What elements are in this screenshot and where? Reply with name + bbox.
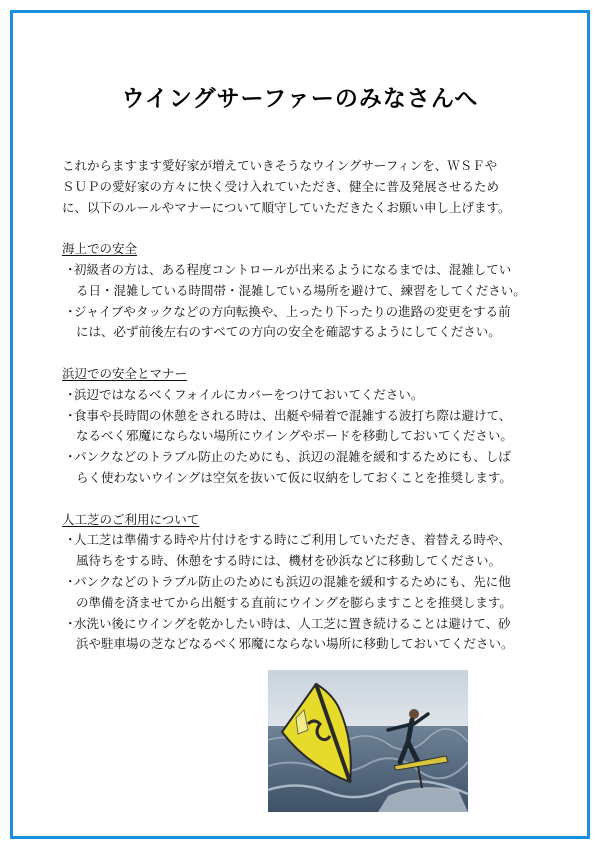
list-item-line: らく使わないウイングは空気を抜いて仮に収納をしておくことを推奨します。 (76, 469, 512, 485)
section-heading: 海上での安全 (62, 241, 138, 257)
list-item-line: には、必ず前後左右のすべての方向の安全を確認するようにしてください。 (76, 324, 501, 340)
list-item (62, 406, 548, 448)
bullet-list (62, 530, 548, 655)
document-body (62, 156, 548, 655)
section-artificial-turf (62, 510, 548, 656)
page-title: ウイングサーファーのみなさんへ (121, 86, 479, 112)
intro-line: これからますます愛好家が増えていきそうなウイングサーフィンを、ＷＳＦや (62, 158, 498, 173)
bullet-list (62, 385, 548, 489)
list-item-line: ・ 初級者の方は、ある程度コントロールが出来るようになるまでは、混雑してい (66, 260, 548, 281)
section-heading: 浜辺での安全とマナー (62, 365, 188, 381)
intro-paragraph (62, 156, 548, 218)
section-beach-manners (62, 364, 548, 489)
list-item-line: 風待ちをする時、休憩をする時には、機材を砂浜などに移動してください。 (76, 553, 502, 569)
wing-surfer-photo (268, 670, 468, 812)
list-item-line: ・ 水洗い後にウイングを乾かしたい時は、人工芝に置き続けることは避けて、砂 (66, 614, 548, 635)
list-item-line: ・ パンクなどのトラブル防止のためにも浜辺の混雑を緩和するためにも、先に他 (66, 572, 548, 593)
list-item (62, 530, 548, 572)
bullet-list (62, 260, 548, 343)
section-sea-safety (62, 239, 548, 343)
list-item-line: ・ 人工芝は準備する時や片付けをする時にご利用していただき、着替える時や、 (66, 530, 548, 551)
list-item-line: る日・混雑している時間帯・混雑している場所を避けて、練習をしてください。 (76, 282, 526, 298)
list-item (62, 572, 548, 614)
list-item-line: 浜や駐車場の芝などなるべく邪魔にならない場所に移動しておいてください。 (76, 636, 514, 652)
list-item-line: ・ 浜辺ではなるべくフォイルにカバーをつけておいてください。 (66, 385, 548, 406)
list-item (62, 260, 548, 302)
intro-line: ＳＵＰの愛好家の方々に快く受け入れていただき、健全に普及発展させるため (62, 178, 500, 194)
list-item-line: の準備を済ませてから出艇する直前にウイングを膨らますことを推奨します。 (76, 594, 512, 610)
list-item-line: ・ ジャイブやタックなどの方向転換や、上ったり下ったりの進路の変更をする前 (66, 302, 548, 323)
list-item-line: ・ パンクなどのトラブル防止のためにも、浜辺の混雑を緩和するためにも、しば (66, 447, 548, 468)
list-item-line: ・ 食事や長時間の休憩をされる時は、出艇や帰着で混雑する波打ち際は避けて、 (66, 406, 548, 427)
list-item (62, 302, 548, 344)
intro-line: に、以下のルールやマナーについて順守していただきたくお願い申し上げます。 (62, 199, 511, 215)
list-item (62, 385, 548, 406)
section-heading: 人工芝のご利用について (62, 511, 200, 527)
list-item (62, 614, 548, 656)
list-item (62, 447, 548, 489)
rider-head (409, 709, 419, 719)
wing-surfer-illustration (268, 670, 468, 812)
list-item-line: なるべく邪魔にならない場所にウイングやボードを移動しておいてください。 (76, 428, 513, 444)
